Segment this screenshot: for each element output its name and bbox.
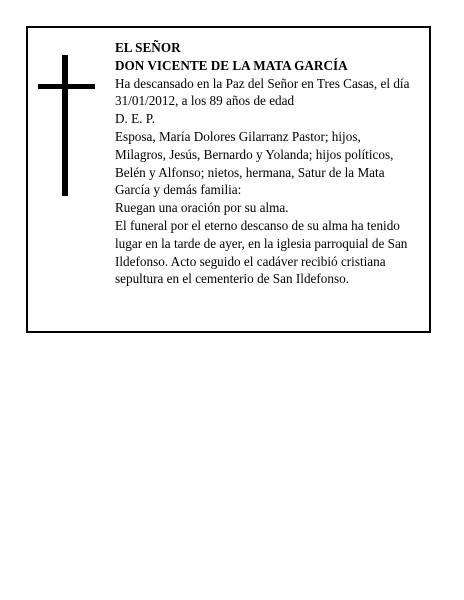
obituary-title-line: EL SEÑOR — [115, 40, 181, 55]
body-line: Belén y Alfonso; nietos, hermana, Satur de la Mata — [115, 164, 385, 180]
body-line: Ruegan una oración por su alma. — [115, 200, 289, 216]
body-line: Ha descansado en la Paz del Señor en Tres Casas, el día — [115, 75, 410, 91]
body-line: El funeral por el eterno descanso de su alma ha tenido — [115, 217, 400, 233]
body-line: lugar en la tarde de ayer, en la iglesia parroquial de San — [115, 235, 408, 251]
body-line: 31/01/2012, a los 89 años de edad — [115, 93, 295, 109]
body-line: sepultura en el cementerio de San Ildefonso. — [115, 271, 349, 287]
cross-icon-bar — [38, 84, 95, 89]
obituary-text — [115, 39, 427, 288]
body-line: Milagros, Jesús, Bernardo y Yolanda; hijos políticos, — [115, 146, 394, 162]
body-line: D. E. P. — [115, 111, 155, 127]
body-line: García y demás familia: — [115, 182, 242, 198]
body-line: Esposa, María Dolores Gilarranz Pastor; hijos, — [115, 128, 361, 144]
cross-icon — [62, 55, 68, 196]
deceased-name: DON VICENTE DE LA MATA GARCÍA — [115, 57, 348, 73]
body-line: Ildefonso. Acto seguido el cadáver recibió cristiana — [115, 253, 386, 269]
